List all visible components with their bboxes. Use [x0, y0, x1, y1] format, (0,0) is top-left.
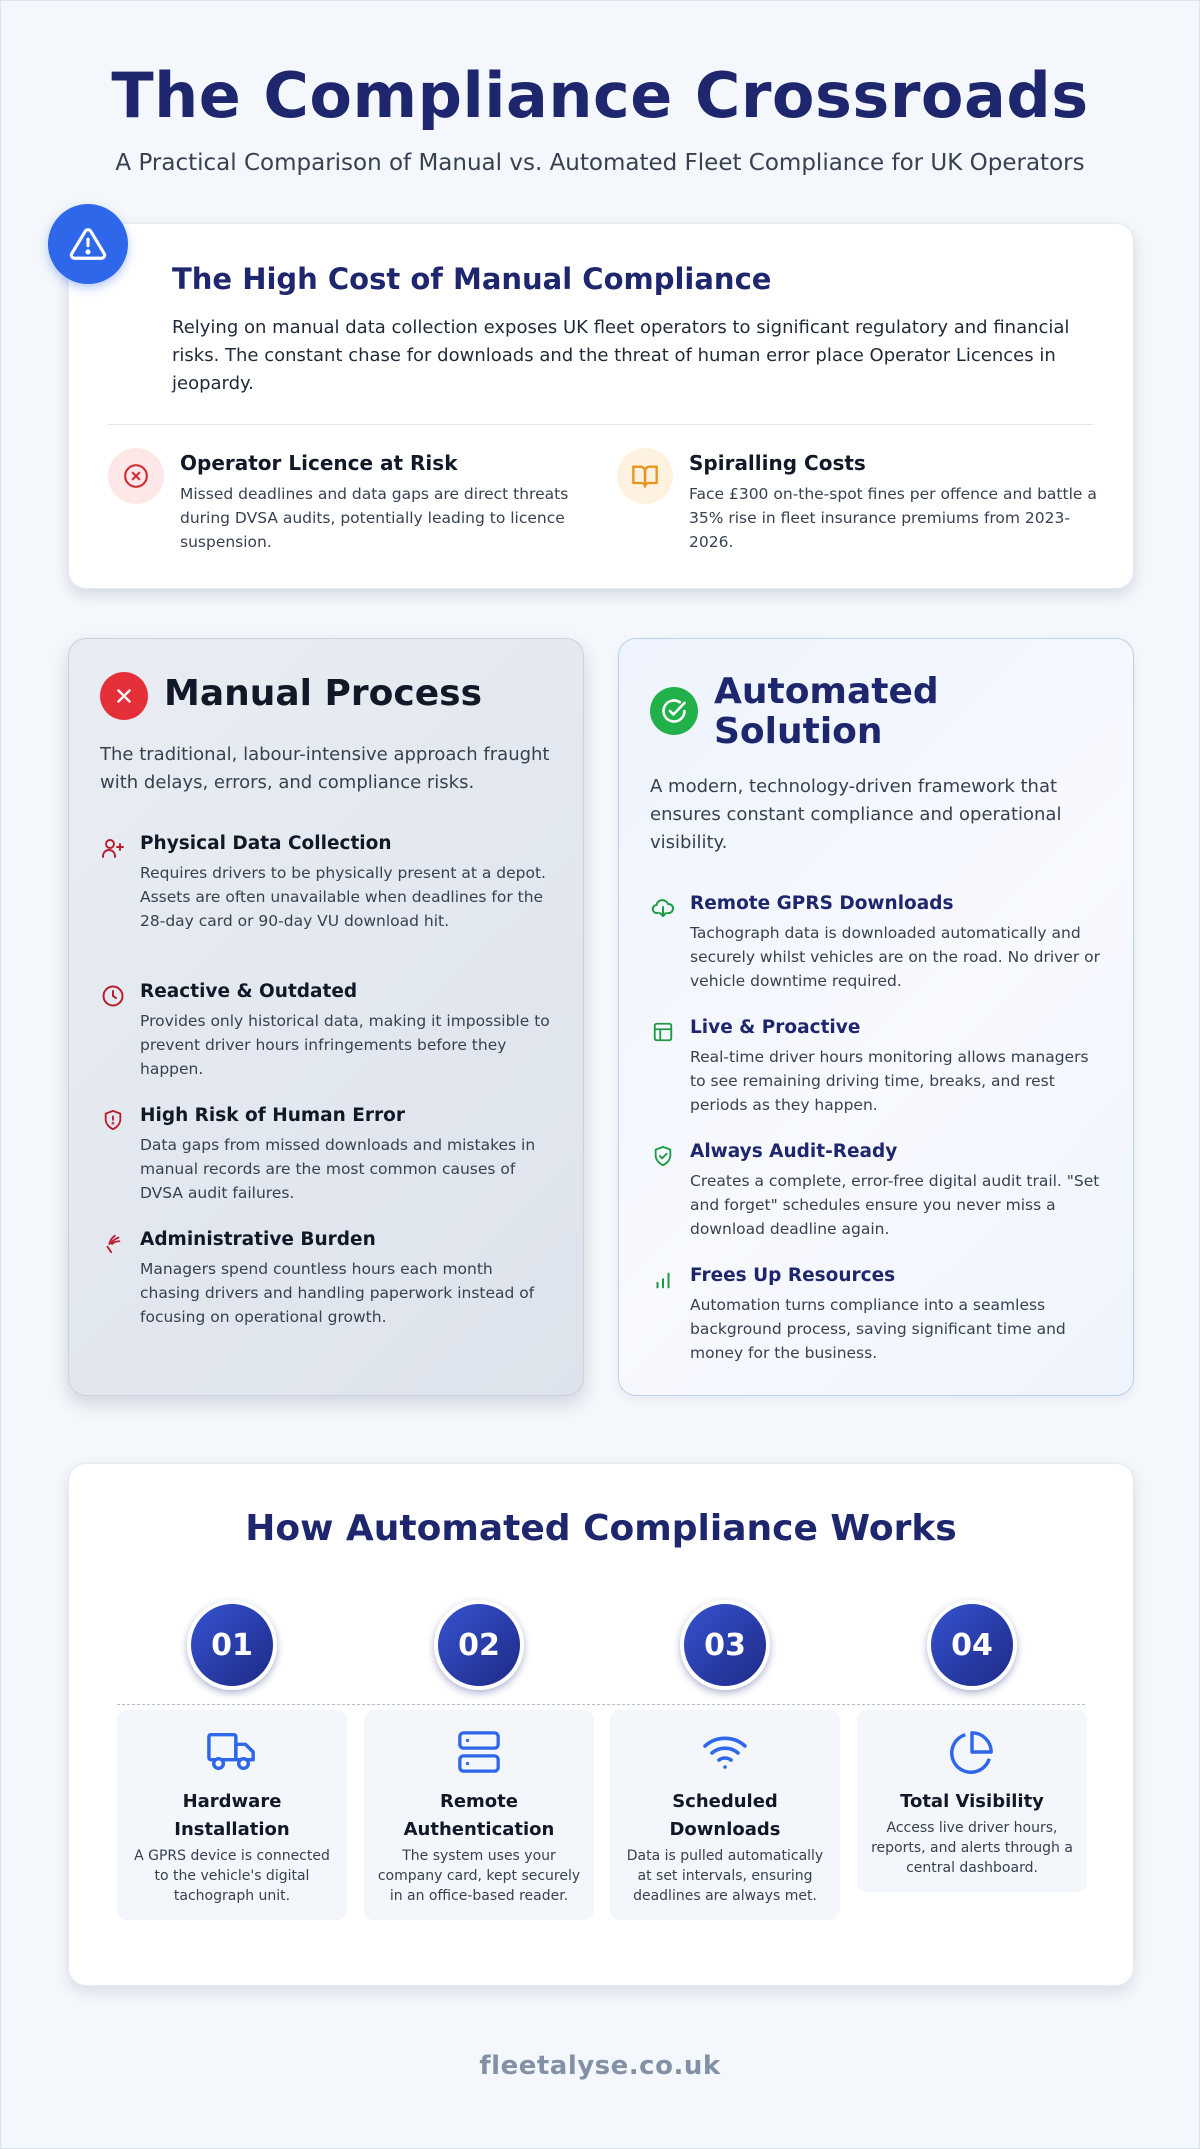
- step-title-line1: Hardware: [182, 1791, 282, 1812]
- step-desc: A GPRS device is connected to the vehicle's digital tachograph unit.: [134, 1848, 330, 1904]
- step-number: 03: [680, 1600, 770, 1690]
- feature-title: High Risk of Human Error: [140, 1105, 405, 1126]
- risk-item-desc: Face £300 on-the-spot fines per offence and battle a 35% rise in fleet insurance premiums from 2023-2026.: [689, 485, 1097, 551]
- user-plus-icon: [100, 835, 126, 861]
- feature-desc: Provides only historical data, making it impossible to prevent driver hours infringements before they happen.: [140, 1012, 550, 1078]
- automated-feature: [650, 1141, 1110, 1241]
- open-book-icon: [617, 448, 673, 504]
- risk-body: Relying on manual data collection exposes UK fleet operators to significant regulatory and financial risks. The constant chase for downloads and the threat of human error place Operator Licences in jeopardy.: [172, 317, 1070, 394]
- step-box: [610, 1710, 840, 1920]
- feature-desc: Creates a complete, error-free digital audit trail. "Set and forget" schedules ensure you never miss a download deadline again.: [690, 1172, 1100, 1238]
- manual-title: Manual Process: [164, 673, 483, 714]
- feature-desc: Real-time driver hours monitoring allows managers to see remaining driving time, breaks, and rest periods as they happen.: [690, 1048, 1089, 1114]
- step-desc: Access live driver hours, reports, and alerts through a central dashboard.: [871, 1820, 1073, 1876]
- step-title-line1: Remote: [439, 1791, 518, 1812]
- shield-alert-icon: [100, 1107, 126, 1133]
- how-it-works-section: [68, 1463, 1134, 1986]
- check-circle-icon: [650, 687, 698, 735]
- header: [1, 1, 1199, 176]
- feature-title: Administrative Burden: [140, 1229, 376, 1250]
- risk-item-title: Operator Licence at Risk: [180, 451, 458, 475]
- step-box: [117, 1710, 347, 1920]
- step-number: 01: [187, 1600, 277, 1690]
- risk-item-desc: Missed deadlines and data gaps are direct threats during DVSA audits, potentially leading to licence suspension.: [180, 485, 569, 551]
- feature-title: Live & Proactive: [690, 1017, 861, 1038]
- step-number: 02: [434, 1600, 524, 1690]
- manual-intro: The traditional, labour-intensive approach fraught with delays, errors, and compliance risks.: [100, 744, 550, 793]
- footer-site[interactable]: fleetalyse.co.uk: [479, 2051, 721, 2081]
- feature-desc: Data gaps from missed downloads and mistakes in manual records are the most common causes of DVSA audit failures.: [140, 1136, 536, 1202]
- bar-chart-icon: [650, 1267, 676, 1293]
- step-title-line2: Installation: [174, 1819, 290, 1840]
- x-icon: [100, 672, 148, 720]
- timeline-line: [117, 1704, 1085, 1705]
- page-title: The Compliance Crossroads: [111, 59, 1089, 132]
- step-title-line2: Downloads: [669, 1819, 781, 1840]
- step-desc: The system uses your company card, kept securely in an office-based reader.: [377, 1848, 581, 1904]
- paperwork-icon: [100, 1231, 126, 1257]
- shield-check-icon: [650, 1143, 676, 1169]
- pie-chart-icon: [869, 1728, 1075, 1776]
- manual-feature: [100, 1105, 560, 1205]
- risk-card: [68, 223, 1134, 589]
- manual-feature: [100, 1229, 560, 1329]
- step-title-line2: Authentication: [403, 1819, 555, 1840]
- automated-solution-card: [618, 638, 1134, 1396]
- page-subtitle: A Practical Comparison of Manual vs. Automated Fleet Compliance for UK Operators: [115, 150, 1085, 176]
- feature-desc: Managers spend countless hours each month chasing drivers and handling paperwork instead of focusing on operational growth.: [140, 1260, 535, 1326]
- manual-process-card: [68, 638, 584, 1396]
- feature-desc: Automation turns compliance into a seamless background process, saving significant time and money for the business.: [690, 1296, 1066, 1362]
- feature-title: Always Audit-Ready: [690, 1141, 898, 1162]
- automated-feature: [650, 893, 1110, 993]
- wifi-icon: [622, 1728, 828, 1776]
- manual-feature: [100, 833, 560, 963]
- feature-title: Physical Data Collection: [140, 833, 392, 854]
- automated-title-line2: Solution: [714, 711, 883, 752]
- step-box: [857, 1710, 1087, 1892]
- step-desc: Data is pulled automatically at set intervals, ensuring deadlines are always met.: [626, 1848, 824, 1904]
- cloud-download-icon: [650, 895, 676, 921]
- truck-icon: [129, 1728, 335, 1776]
- automated-intro: A modern, technology-driven framework that ensures constant compliance and operational visibility.: [650, 776, 1062, 853]
- manual-feature: [100, 981, 560, 1081]
- how-title: How Automated Compliance Works: [245, 1508, 957, 1549]
- feature-desc: Requires drivers to be physically present at a depot. Assets are often unavailable when deadlines for the 28-day card or 90-day VU download hit.: [140, 864, 546, 930]
- automated-feature: [650, 1265, 1110, 1365]
- automated-title-line1: Automated: [714, 671, 939, 712]
- feature-desc: Tachograph data is downloaded automatically and securely whilst vehicles are on the road. No driver or vehicle downtime required.: [690, 924, 1101, 990]
- feature-title: Frees Up Resources: [690, 1265, 896, 1286]
- feature-title: Remote GPRS Downloads: [690, 893, 954, 914]
- clock-icon: [100, 983, 126, 1009]
- feature-title: Reactive & Outdated: [140, 981, 358, 1002]
- layout-icon: [650, 1019, 676, 1045]
- x-circle-icon: [108, 448, 164, 504]
- step-number: 04: [927, 1600, 1017, 1690]
- divider: [108, 424, 1094, 425]
- risk-item-title: Spiralling Costs: [689, 451, 866, 475]
- risk-title: The High Cost of Manual Compliance: [172, 262, 772, 296]
- automated-feature: [650, 1017, 1110, 1117]
- automated-title: [714, 672, 939, 752]
- warning-triangle-icon: [48, 204, 128, 284]
- step-title-line1: Total Visibility: [900, 1791, 1044, 1812]
- step-box: [364, 1710, 594, 1920]
- server-icon: [376, 1728, 582, 1776]
- step-title-line1: Scheduled: [672, 1791, 778, 1812]
